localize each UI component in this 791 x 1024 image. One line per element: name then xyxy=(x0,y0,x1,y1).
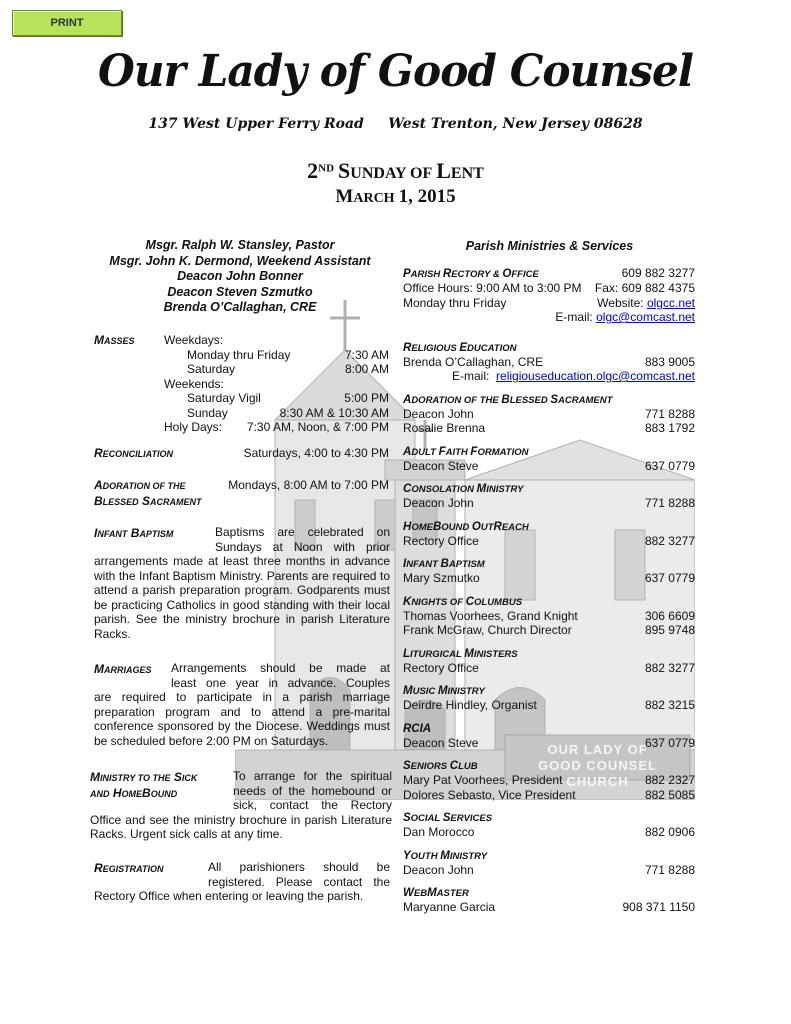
sunday-unday: UNDAY OF xyxy=(350,165,433,182)
homebound-heading: HOMEBOUND OUTREACH xyxy=(403,520,529,533)
rectory-email-label: E-mail: xyxy=(555,310,593,324)
adoration-p1: Deacon John xyxy=(403,406,474,421)
rectory-heading: PARISH RECTORY & OFFICE xyxy=(403,268,539,280)
music-p1: Deirdre Hindley, Organist xyxy=(403,698,537,712)
adoration-p2: Rosalie Brenna xyxy=(403,421,486,435)
webmaster-p1: Maryanne Garcia xyxy=(403,900,496,914)
lent-l: L xyxy=(436,158,451,183)
knights-p2: Frank McGraw, Church Director xyxy=(403,623,572,637)
date-m: M xyxy=(335,186,354,207)
religious-ed-heading: RELIGIOUS EDUCATION xyxy=(403,341,517,354)
consolation-p1-phone: 771 8288 xyxy=(644,496,695,510)
rcia-p1-phone: 637 0779 xyxy=(644,735,695,750)
adoration-time: Mondays, 8:00 AM to 7:00 PM xyxy=(228,478,389,492)
adult-faith-p1-phone: 637 0779 xyxy=(644,458,695,473)
holy-days-time: 7:30 AM, Noon, & 7:00 PM xyxy=(246,420,389,434)
print-button[interactable]: PRINT xyxy=(12,10,122,36)
sunday-number: 2 xyxy=(307,158,319,183)
clergy-deacon-szmutko: Deacon Steven Szmutko xyxy=(167,284,313,299)
knights-heading: KNIGHTS OF COLUMBUS xyxy=(403,595,523,608)
religious-ed-email-label: E-mail: xyxy=(452,369,490,383)
consolation-p1: Deacon John xyxy=(403,496,474,510)
religious-ed-name: Brenda O’Callaghan, CRE xyxy=(403,354,544,369)
mon-fri-label: Monday thru Friday xyxy=(187,347,291,362)
website-link[interactable]: olgcc.net xyxy=(646,295,695,310)
church-sign-line1: OUR LADY OF xyxy=(547,742,648,757)
youth-p1-phone: 771 8288 xyxy=(644,862,695,877)
rectory-fax: Fax: 609 882 4375 xyxy=(594,281,695,295)
youth-p1: Deacon John xyxy=(403,862,474,877)
infant-baptism-p1-phone: 637 0779 xyxy=(644,571,695,585)
clergy-deacon-bonner: Deacon John Bonner xyxy=(177,269,303,283)
rcia-heading: RCIA xyxy=(403,722,432,735)
liturgical-heading: LITURGICAL MINISTERS xyxy=(403,647,518,660)
sunday-heading xyxy=(0,158,791,184)
saturday-time: 8:00 AM xyxy=(344,362,389,376)
infant-baptism-heading: INFANT BAPTISM xyxy=(94,526,174,540)
seniors-p1: Mary Pat Voorhees, President xyxy=(403,773,563,787)
lent-ent: ENT xyxy=(450,165,484,182)
rectory-phone: 609 882 3277 xyxy=(621,266,695,280)
clergy-assistant: Msgr. John K. Dermond, Weekend Assistant xyxy=(109,253,371,268)
adoration-p1-phone: 771 8288 xyxy=(644,406,695,421)
homebound-p1: Rectory Office xyxy=(403,533,479,548)
ministries-list xyxy=(403,266,695,915)
clergy-cre: Brenda O’Callaghan, CRE xyxy=(163,300,317,314)
masses-schedule xyxy=(164,333,389,435)
clergy-list xyxy=(90,238,390,316)
ministry-sick-text: To arrange for the spiritual needs of the homebound or sick, contact the Rectory Office and see the ministry brochure in parish Literature Racks. Urgent sick calls at any time. xyxy=(90,769,392,841)
knights-p2-phone: 895 9748 xyxy=(644,623,695,637)
rectory-heading-row xyxy=(403,266,695,281)
holy-days-label: Holy Days: xyxy=(164,420,223,434)
sunday-time: 8:30 AM & 10:30 AM xyxy=(279,405,389,420)
marriages-text: Arrangements should be made at least one year in advance. Couples are required to participate in a parish marriage preparation program and to attend a pre-marital conference sponsored by the Diocese. Weddings must be scheduled before 2:00 PM on Saturdays. xyxy=(94,661,390,748)
sat-vigil-label: Saturday Vigil xyxy=(187,391,261,405)
reconciliation-time: Saturdays, 4:00 to 4:30 PM xyxy=(243,446,389,460)
youth-heading: YOUTH MINISTRY xyxy=(403,849,488,862)
sunday-s: S xyxy=(338,158,351,183)
sunday-ordinal: ND xyxy=(318,162,335,175)
knights-p1: Thomas Voorhees, Grand Knight xyxy=(403,608,578,623)
seniors-p2: Dolores Sebasto, Vice President xyxy=(403,787,576,802)
ministry-sick-heading: MINISTRY TO THE SICK AND HOMEBOUND xyxy=(90,770,198,800)
rcia-p1: Deacon Steve xyxy=(403,735,479,750)
registration-text: All parishioners should be registered. Please contact the Rectory Office when entering or leaving the parish. xyxy=(94,860,390,903)
parish-address: 137 West Upper Ferry Road West Trenton, New Jersey 08628 xyxy=(148,116,643,132)
masses-heading: MASSES xyxy=(94,333,135,347)
seniors-p2-phone: 882 5085 xyxy=(644,787,695,802)
homebound-p1-phone: 882 3277 xyxy=(644,533,695,548)
music-heading: MUSIC MINISTRY xyxy=(403,685,485,697)
ministries-title: Parish Ministries & Services xyxy=(465,239,634,253)
infant-baptism-ministry-heading: INFANT BAPTISM xyxy=(403,558,485,570)
seniors-p1-phone: 882 2327 xyxy=(644,773,695,787)
adult-faith-heading: ADULT FAITH FORMATION xyxy=(403,445,529,458)
marriages-heading: MARRIAGES xyxy=(94,662,152,676)
webmaster-p1-phone: 908 371 1150 xyxy=(622,900,695,914)
sunday-label: Sunday xyxy=(187,405,228,420)
social-heading: SOCIAL SERVICES xyxy=(403,812,493,824)
consolation-heading: CONSOLATION MINISTRY xyxy=(403,483,524,495)
social-p1-phone: 882 0906 xyxy=(644,825,695,839)
liturgical-p1-phone: 882 3277 xyxy=(644,660,695,675)
sat-vigil-time: 5:00 PM xyxy=(344,391,389,405)
registration-heading: REGISTRATION xyxy=(94,861,164,875)
saturday-label: Saturday xyxy=(187,362,236,376)
adult-faith-p1: Deacon Steve xyxy=(403,458,479,473)
adoration-heading: ADORATION OF THE BLESSED SACRAMENT xyxy=(94,478,202,508)
parish-title: Our Lady of Good Counsel xyxy=(98,46,693,97)
rectory-email-link[interactable]: olgc@comcast.net xyxy=(596,310,695,324)
clergy-pastor: Msgr. Ralph W. Stansley, Pastor xyxy=(145,238,335,252)
adoration-p2-phone: 883 1792 xyxy=(644,421,695,435)
date-arch: ARCH xyxy=(353,191,395,206)
adoration-ministry-heading: ADORATION OF THE BLESSED SACRAMENT xyxy=(403,393,613,406)
religious-ed-email-link[interactable]: religiouseducation.olgc@comcast.net xyxy=(496,369,695,383)
rectory-hours: Office Hours: 9:00 AM to 3:00 PM xyxy=(403,281,582,295)
date-heading xyxy=(0,186,791,208)
religious-ed-phone: 883 9005 xyxy=(644,354,695,369)
seniors-heading: SENIORS CLUB xyxy=(403,760,478,772)
infant-baptism-p1: Mary Szmutko xyxy=(403,571,480,585)
date-rest: 1, 2015 xyxy=(398,186,456,207)
weekdays-label: Weekdays: xyxy=(164,333,224,347)
music-p1-phone: 882 3215 xyxy=(644,698,695,712)
liturgical-p1: Rectory Office xyxy=(403,660,479,675)
knights-p1-phone: 306 6609 xyxy=(644,608,695,623)
church-sign-line2: GOOD COUNSEL CHURCH xyxy=(538,758,657,789)
website-label: Website: xyxy=(597,295,644,310)
reconciliation-heading: RECONCILIATION xyxy=(94,446,174,460)
webmaster-heading: WEBMASTER xyxy=(403,887,469,899)
infant-baptism-text: Baptisms are celebrated on Sundays at Noon with prior arrangements made at least three months in advance with the Infant Baptism Ministry. Parents are required to attend a parish preparation program. Godparents must be practicing Catholics in good standing with their local parish. See the ministry brochure in parish Literature Racks. xyxy=(94,525,390,641)
mon-fri-time: 7:30 AM xyxy=(344,347,389,362)
social-p1: Dan Morocco xyxy=(403,825,475,839)
rectory-days: Monday thru Friday xyxy=(403,295,507,310)
weekends-label: Weekends: xyxy=(164,376,224,391)
